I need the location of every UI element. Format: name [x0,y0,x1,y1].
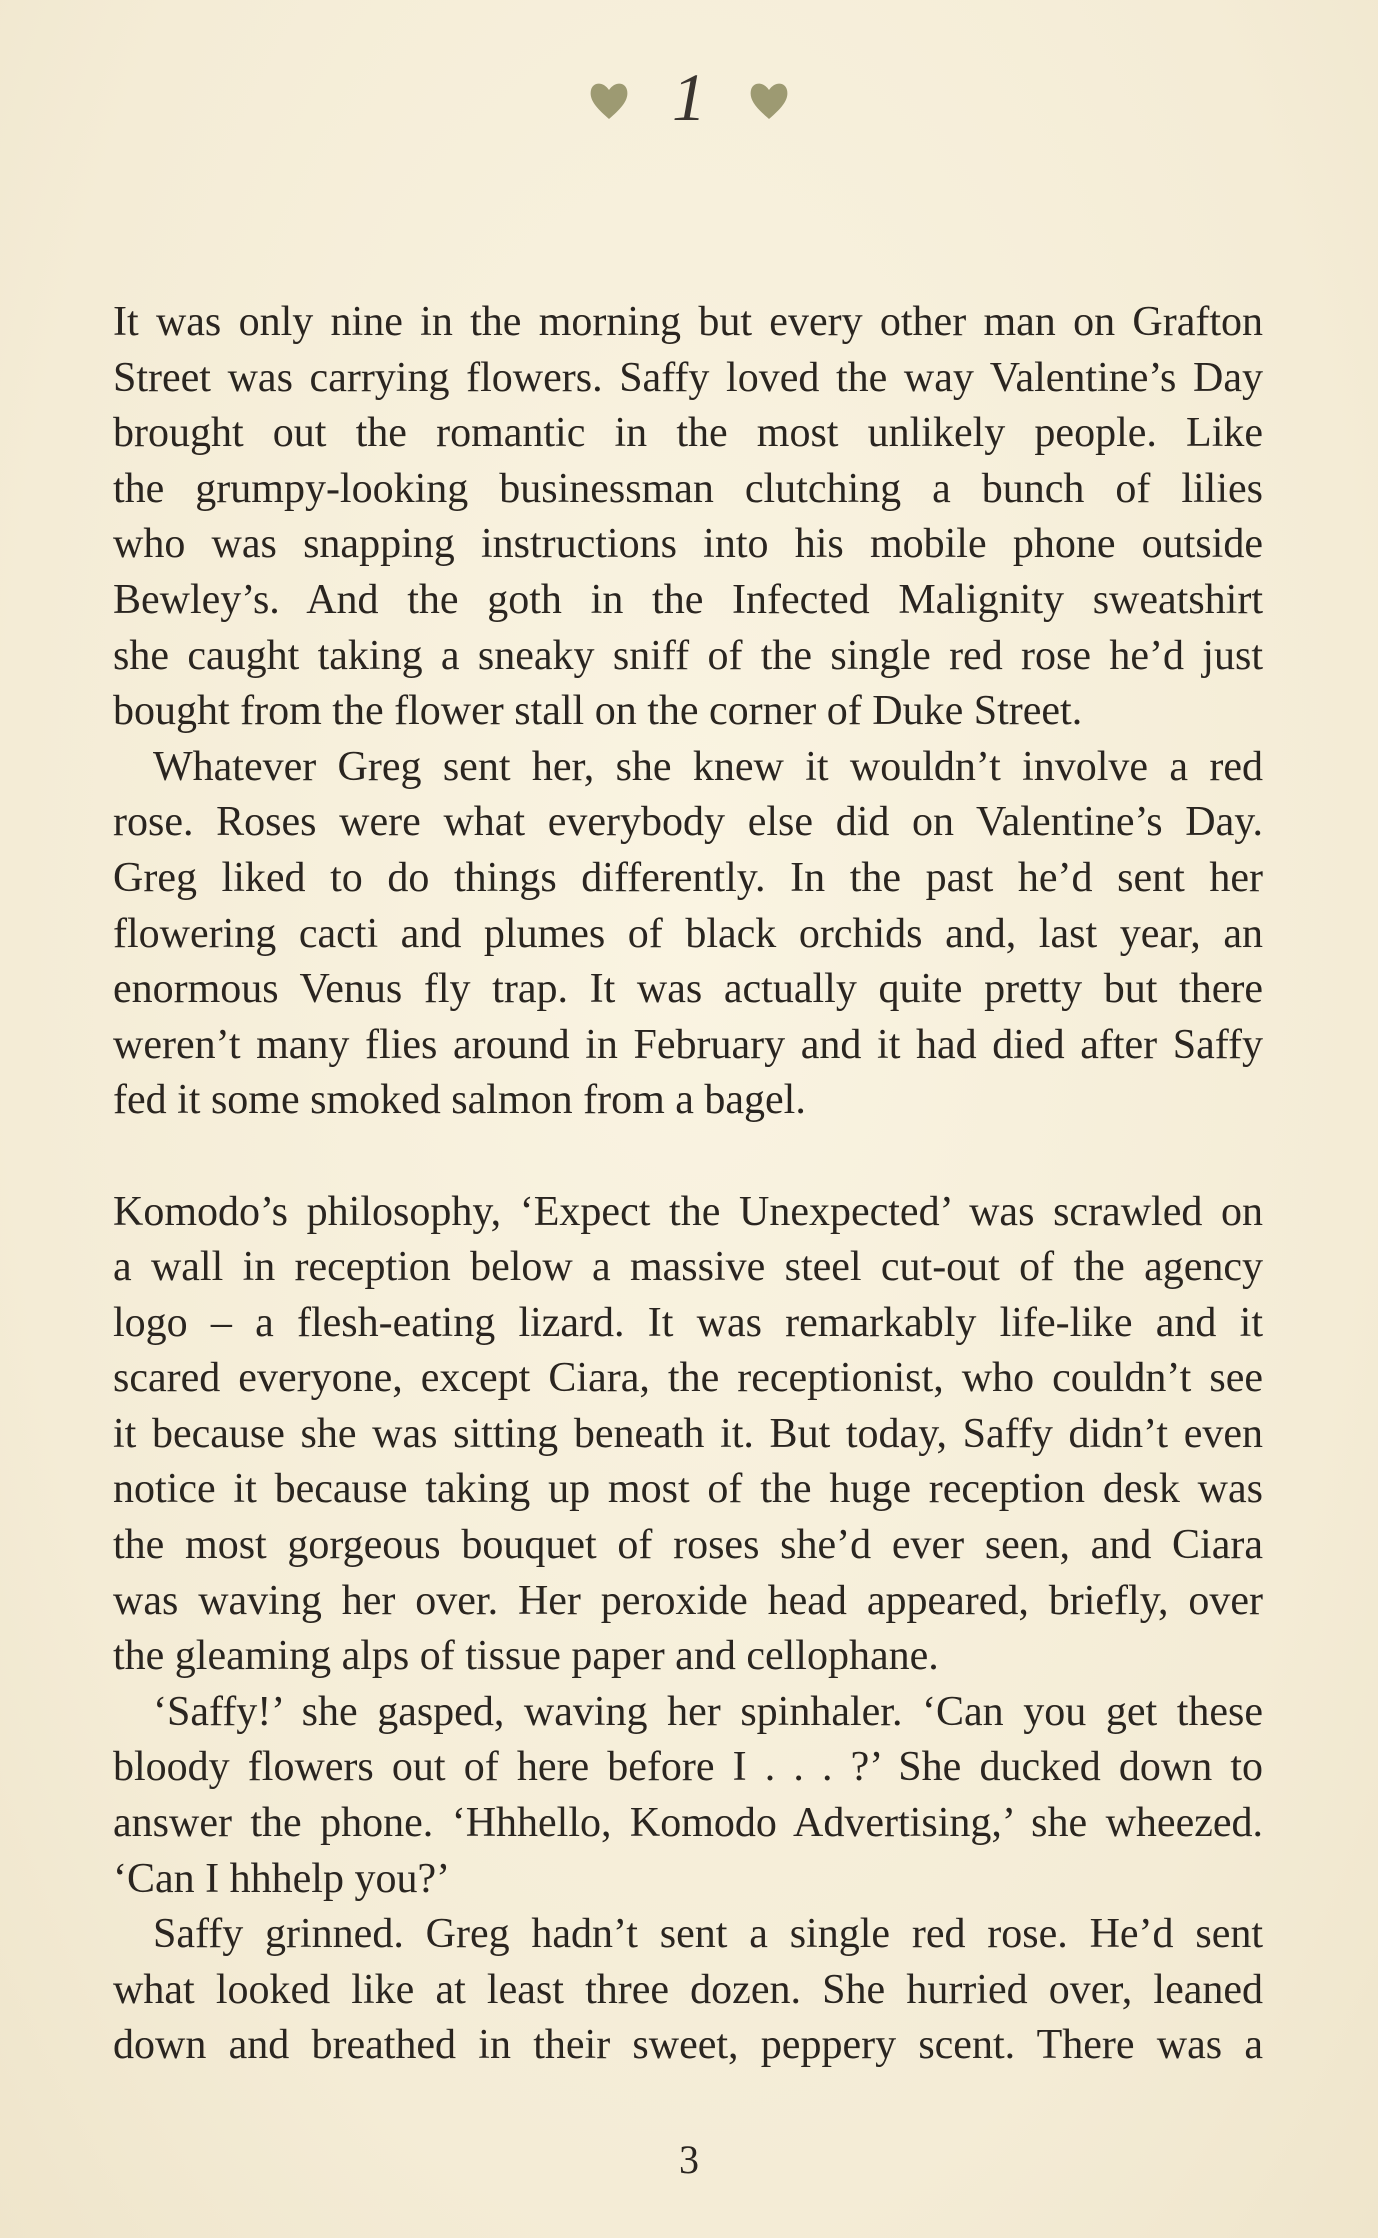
text-line: answer the phone. ‘Hhhello, Komodo Advertising,’ she wheezed. [113,1800,1263,1847]
paragraph [113,295,1263,740]
section-break [113,1129,1263,1185]
text-line: Komodo’s philosophy, ‘Expect the Unexpected’ was scrawled on [113,1188,1263,1235]
text-line: flowering cacti and plumes of black orchids and, last year, an [113,910,1263,957]
chapter-number: 1 [672,59,706,135]
text-line: was waving her over. Her peroxide head appeared, briefly, over [113,1577,1263,1624]
text-line: the most gorgeous bouquet of roses she’d ever seen, and Ciara [113,1522,1263,1569]
text-line: who was snapping instructions into his mobile phone outside [113,521,1263,568]
text-line: It was only nine in the morning but every other man on Grafton [113,299,1263,345]
text-line: fed it some smoked salmon from a bagel. [113,1077,806,1124]
text-line: ‘Can I hhhelp you?’ [113,1855,451,1902]
text-line: what looked like at least three dozen. She hurried over, leaned [113,1966,1263,2013]
text-line: Greg liked to do things differently. In the past he’d sent her [113,854,1263,901]
text-line: logo – a flesh-eating lizard. It was remarkably life-like and it [113,1299,1263,1346]
page-number: 3 [679,2137,699,2182]
text-line: she caught taking a sneaky sniff of the single red rose he’d just [113,632,1263,679]
paragraph [113,1685,1263,1907]
text-line: the grumpy-looking businessman clutching a bunch of lilies [113,465,1263,512]
text-line: a wall in reception below a massive steel cut-out of the agency [113,1244,1263,1291]
text-line: Street was carrying flowers. Saffy loved the way Valentine’s Day [113,354,1263,401]
text-line: the gleaming alps of tissue paper and cellophane. [113,1633,939,1680]
paragraph [113,740,1263,1129]
heart-icon [746,77,792,123]
text-line: Saffy grinned. Greg hadn’t sent a single red rose. He’d sent [153,1911,1263,1958]
text-line: weren’t many flies around in February and it had died after Saffy [113,1021,1263,1068]
text-line: rose. Roses were what everybody else did on Valentine’s Day. [113,799,1263,846]
heart-icon [586,77,632,123]
text-line: down and breathed in their sweet, peppery scent. There was a [113,2022,1263,2069]
text-line: brought out the romantic in the most unlikely people. Like [113,410,1263,457]
text-line: ‘Saffy!’ she gasped, waving her spinhaler. ‘Can you get these [153,1688,1263,1735]
paragraph [113,1907,1263,2074]
text-line: it because she was sitting beneath it. But today, Saffy didn’t even [113,1410,1263,1457]
text-line: Bewley’s. And the goth in the Infected Malignity sweatshirt [113,576,1263,623]
text-line: enormous Venus fly trap. It was actually quite pretty but there [113,966,1263,1013]
paragraph [113,1185,1263,1685]
text-line: Whatever Greg sent her, she knew it wouldn’t involve a red [153,743,1263,790]
text-line: notice it because taking up most of the huge reception desk was [113,1466,1263,1513]
text-line: bloody flowers out of here before I . . . ?’ She ducked down to [113,1744,1263,1791]
text-line: scared everyone, except Ciara, the receptionist, who couldn’t see [113,1355,1263,1402]
text-line: bought from the flower stall on the corner of Duke Street. [113,688,1083,735]
chapter-body [113,295,1263,2074]
chapter-heading [0,60,1378,140]
